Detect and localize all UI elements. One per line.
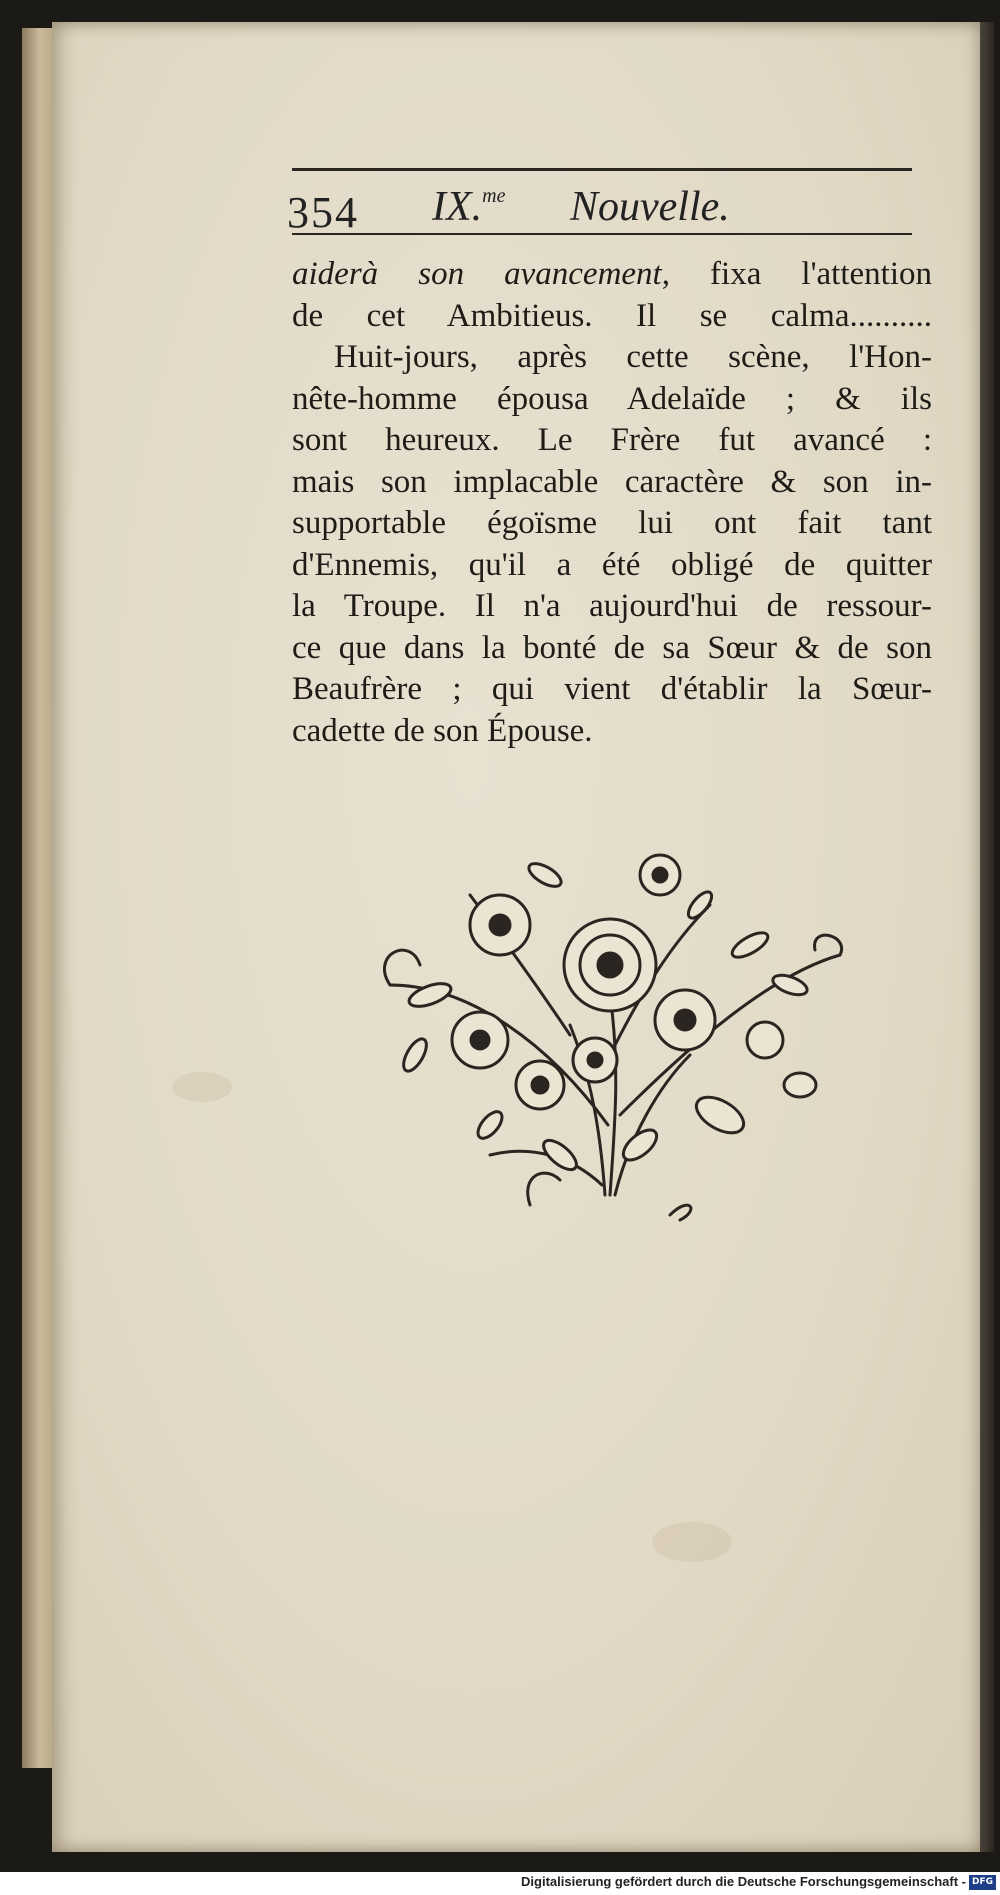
text-line: sont heureux. Le Frère fut avancé : [292, 422, 932, 458]
running-header [287, 183, 912, 237]
text-line: la Troupe. Il n'a aujourd'hui de ressour- [292, 588, 932, 624]
page-binding-edge [980, 22, 994, 1852]
page-number: 354 [287, 188, 359, 237]
text-line: nête-homme épousa Adelaïde ; & ils [292, 380, 932, 417]
text-line: ce que dans la bonté de sa Sœur & de son [292, 629, 932, 666]
header-rule-top [292, 168, 912, 171]
text-line: supportable égoïsme lui ont fait tant [292, 505, 932, 541]
text-line: d'Ennemis, qu'il a été obligé de quitter [292, 546, 932, 583]
section-title: Nouvelle. [570, 184, 730, 230]
chapter-number: IX.$^{me}$ [432, 184, 506, 230]
text-line: cadette de son Épouse. [292, 712, 593, 749]
digitization-footer [0, 1872, 1000, 1895]
paper-stain [652, 1522, 732, 1562]
dfg-logo-icon: DFG [969, 1875, 996, 1890]
text-line: mais son implacable caractère & son in- [292, 463, 932, 500]
text-line: Beaufrère ; qui vient d'établir la Sœur- [292, 671, 932, 707]
funding-credit: Digitalisierung gefördert durch die Deutsche Forschungsgemeinschaft - [521, 1874, 966, 1889]
header-rule-bottom [292, 233, 912, 235]
text-line: de cet Ambitieus. Il se calma.......... [292, 297, 932, 334]
body-text [292, 254, 932, 752]
text-line: Huit-jours, après cette scène, l'Hon- [334, 339, 932, 375]
floral-bouquet-ornament-icon [370, 825, 860, 1225]
chapter-superscript: me [482, 185, 506, 207]
paper-stain [172, 1072, 232, 1102]
text-line: aiderà son avancement, fixa l'attention [292, 256, 933, 292]
